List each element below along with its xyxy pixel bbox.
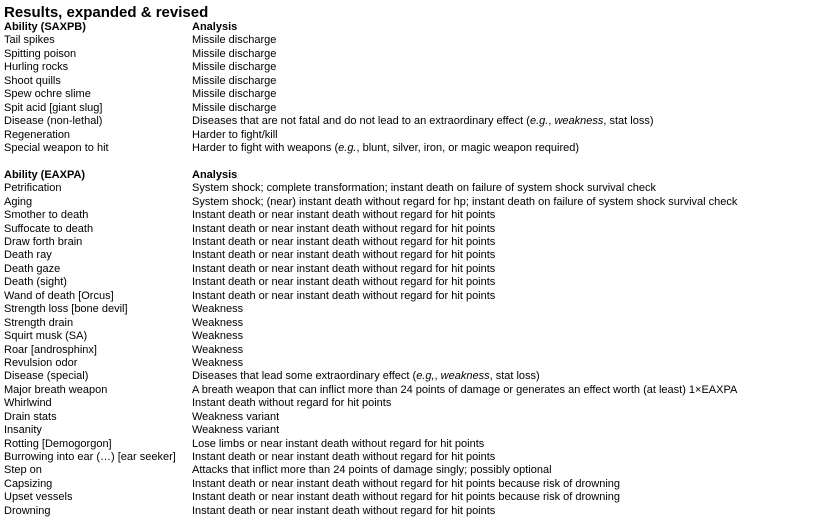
section-spacer: [4, 155, 814, 168]
ability-cell: Capsizing: [4, 477, 53, 490]
table-row: [4, 34, 814, 47]
table-row: [4, 344, 814, 357]
saxpb-table: [4, 21, 814, 155]
ability-cell: Whirlwind: [4, 397, 52, 410]
table-row: [4, 370, 814, 383]
ability-cell: Aging: [4, 195, 33, 208]
analysis-cell: Instant death or near instant death without regard for hit points: [192, 504, 496, 517]
analysis-cell: Harder to fight/kill: [192, 128, 278, 141]
analysis-cell: [192, 370, 814, 383]
table-row: [4, 142, 814, 155]
ability-cell: Major breath weapon: [4, 383, 108, 396]
ability-cell: Spit acid [giant slug]: [4, 101, 103, 114]
table-row: [4, 115, 814, 128]
analysis-cell: Weakness: [192, 303, 244, 316]
analysis-cell: Missile discharge: [192, 34, 277, 47]
analysis-cell: Instant death or near instant death without regard for hit points: [192, 236, 496, 248]
analysis-text: , stat loss): [603, 115, 654, 128]
ability-column-header: Ability (EAXPA): [4, 168, 86, 181]
analysis-cell: Weakness variant: [192, 424, 280, 437]
table-row: [4, 317, 814, 330]
table-row: [4, 75, 814, 88]
table-row: [4, 303, 814, 316]
ability-cell: Draw forth brain: [4, 236, 83, 248]
ability-cell: Disease (special): [4, 370, 89, 383]
ability-cell: Special weapon to hit: [4, 141, 109, 154]
ability-cell: Spitting poison: [4, 47, 77, 60]
ability-cell: Disease (non-lethal): [4, 115, 103, 128]
table-row: [4, 223, 814, 236]
ability-cell: Shoot quills: [4, 74, 61, 87]
eaxpa-table-header: [4, 169, 814, 182]
table-row: [4, 384, 814, 397]
ability-cell: Insanity: [4, 424, 42, 437]
table-row: [4, 290, 814, 303]
analysis-cell: Missile discharge: [192, 74, 277, 87]
ability-cell: Drain stats: [4, 410, 57, 423]
analysis-cell: Instant death or near instant death without regard for hit points: [192, 276, 496, 289]
analysis-cell: Instant death or near instant death without regard for hit points because risk of drowning: [192, 477, 621, 490]
analysis-cell: A breath weapon that can inflict more than 24 points of damage or generates an effect worth (at least) 1×EAXPA: [192, 383, 738, 396]
ability-cell: Regeneration: [4, 128, 71, 141]
ability-cell: Death ray: [4, 249, 52, 262]
table-row: [4, 88, 814, 101]
analysis-cell: Missile discharge: [192, 61, 277, 74]
ability-cell: Death gaze: [4, 262, 61, 275]
ability-cell: Revulsion odor: [4, 356, 78, 369]
saxpb-table-header: [4, 21, 814, 34]
table-row: [4, 330, 814, 343]
table-row: [4, 424, 814, 437]
table-row: [4, 438, 814, 451]
analysis-text: Diseases that lead some extraordinary effect (: [192, 370, 417, 383]
ability-cell: Death (sight): [4, 276, 67, 289]
analysis-emphasis: weakness: [440, 370, 490, 383]
ability-cell: Spew ochre slime: [4, 88, 91, 101]
analysis-cell: Attacks that inflict more than 24 points of damage singly; possibly optional: [192, 464, 552, 477]
ability-cell: Hurling rocks: [4, 61, 69, 74]
analysis-cell: Weakness variant: [192, 410, 280, 423]
table-row: [4, 129, 814, 142]
analysis-cell: Missile discharge: [192, 47, 277, 60]
analysis-emphasis: e.g.: [338, 141, 357, 154]
analysis-emphasis: weakness: [554, 115, 604, 128]
table-row: [4, 276, 814, 289]
analysis-cell: Instant death or near instant death without regard for hit points: [192, 289, 496, 302]
analysis-cell: Instant death without regard for hit points: [192, 397, 392, 410]
analysis-cell: Instant death or near instant death without regard for hit points because risk of drowning: [192, 491, 621, 504]
table-row: [4, 478, 814, 491]
analysis-cell: Weakness: [192, 343, 244, 356]
analysis-cell: Instant death or near instant death without regard for hit points: [192, 262, 496, 275]
analysis-cell: [192, 142, 814, 155]
analysis-text: , stat loss): [489, 370, 540, 383]
ability-cell: Squirt musk (SA): [4, 330, 88, 343]
table-row: [4, 249, 814, 262]
analysis-cell: System shock; complete transformation; instant death on failure of system shock survival check: [192, 182, 657, 195]
ability-cell: Tail spikes: [4, 34, 55, 47]
analysis-cell: Instant death or near instant death without regard for hit points: [192, 209, 496, 222]
ability-cell: Drowning: [4, 504, 51, 517]
table-row: [4, 505, 814, 518]
table-row: [4, 102, 814, 115]
analysis-column-header: Analysis: [192, 168, 238, 181]
analysis-text: Harder to fight with weapons (: [192, 141, 339, 154]
eaxpa-table: [4, 169, 814, 518]
table-row: [4, 357, 814, 370]
ability-cell: Petrification: [4, 182, 62, 195]
ability-cell: Strength loss [bone devil]: [4, 303, 128, 316]
analysis-cell: Weakness: [192, 356, 244, 369]
table-row: [4, 263, 814, 276]
analysis-text: Diseases that are not fatal and do not lead to an extraordinary effect (: [192, 115, 530, 128]
analysis-cell: Weakness: [192, 316, 244, 329]
ability-cell: Roar [androsphinx]: [4, 343, 97, 356]
analysis-cell: [192, 115, 814, 128]
table-row: [4, 196, 814, 209]
analysis-text: , blunt, silver, iron, or magic weapon required): [356, 141, 580, 154]
analysis-text: ,: [434, 370, 441, 383]
analysis-emphasis: e.g.: [529, 115, 549, 128]
analysis-cell: Instant death or near instant death without regard for hit points: [192, 222, 496, 235]
analysis-cell: Lose limbs or near instant death without regard for hit points: [192, 437, 485, 450]
table-row: [4, 491, 814, 504]
table-row: [4, 61, 814, 74]
document-title: Results, expanded & revised: [4, 4, 209, 21]
ability-cell: Suffocate to death: [4, 222, 94, 235]
table-row: [4, 451, 814, 464]
analysis-cell: Missile discharge: [192, 88, 277, 101]
ability-cell: Upset vessels: [4, 491, 73, 504]
table-row: [4, 182, 814, 195]
analysis-text: ,: [548, 115, 555, 128]
analysis-cell: Instant death or near instant death without regard for hit points: [192, 249, 496, 262]
ability-column-header: Ability (SAXPB): [4, 21, 86, 33]
table-row: [4, 209, 814, 222]
analysis-cell: Weakness: [192, 330, 244, 343]
table-row: [4, 411, 814, 424]
table-row: [4, 397, 814, 410]
table-row: [4, 48, 814, 61]
ability-cell: Burrowing into ear (…) [ear seeker]: [4, 451, 176, 463]
analysis-cell: Missile discharge: [192, 101, 277, 114]
ability-cell: Wand of death [Orcus]: [4, 289, 114, 302]
analysis-column-header: Analysis: [192, 21, 238, 33]
ability-cell: Strength drain: [4, 316, 74, 329]
analysis-cell: Instant death or near instant death without regard for hit points: [192, 451, 496, 463]
table-row: [4, 464, 814, 477]
ability-cell: Smother to death: [4, 209, 89, 222]
table-row: [4, 236, 814, 249]
ability-cell: Step on: [4, 464, 42, 477]
ability-cell: Rotting [Demogorgon]: [4, 437, 112, 450]
analysis-cell: System shock; (near) instant death without regard for hp; instant death on failure of system shock survival check: [192, 195, 738, 208]
analysis-emphasis: e.g,: [416, 370, 435, 383]
